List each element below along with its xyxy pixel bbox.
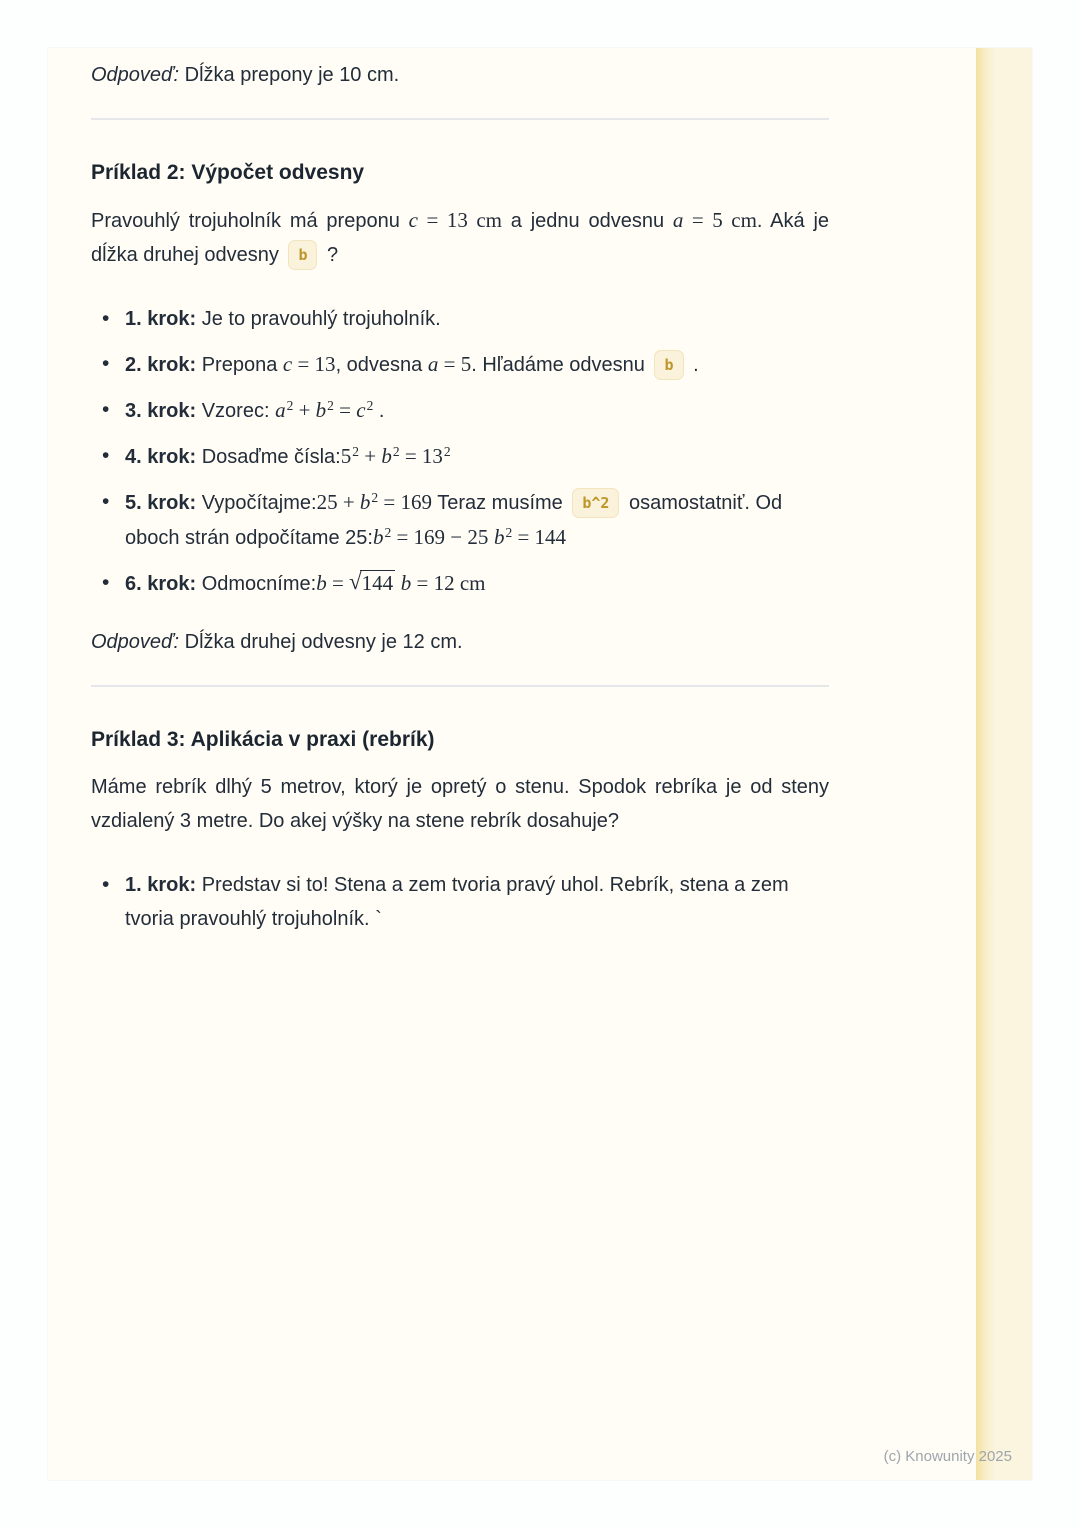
divider [91,685,829,687]
step-item: • 2. krok: Prepona c = 13, odvesna a = 5. Hľadáme odvesnu b . [91,347,829,382]
section2-steps-list [91,302,829,601]
page-content [91,48,829,936]
section3-steps-list [91,868,829,936]
inline-code-chip: b^2 [572,488,619,518]
math-expression: $b^2 = 169 - 25$ [372,525,489,549]
math-expression: $a^2 + b^2 = c^2$ [275,398,374,422]
step-item: • 1. krok: Predstav si to! Stena a zem tvoria pravý uhol. Rebrík, stena a zem tvoria pravouhlý trojuholník. ` [91,868,829,936]
math-expression: $5^2 + b^2 = 13^2$ [340,444,451,468]
answer-text-example2: Odpoveď: Dĺžka druhej odvesny je 12 cm. [91,631,463,653]
math-expression: a = 5 cm [672,208,757,232]
step-item: • 4. krok: Dosaďme $čísla:5^2 + b^2 = 13^2$ [91,439,829,474]
accent-strip [976,48,1032,1480]
document-page [48,48,1032,1480]
answer-text-example1: Odpoveď: Dĺžka prepony je 10 cm. [91,64,400,86]
inline-code-chip: b [654,350,683,380]
divider [91,118,829,120]
math-expression: $25 + b^2 = 169$ [316,490,433,514]
section3-heading: Príklad 3: Aplikácia v praxi (rebrík) [91,728,435,751]
section3-intro-paragraph: Máme rebrík dlhý 5 metrov, ktorý je opretý o stenu. Spodok rebríka je od steny vzdialený 3 metre. Do akej výšky na stene rebrík dosahuje? [91,776,829,832]
step-item: • 5. krok: Vypočítajme:25 + $b^2 = 169$ Teraz musíme b^2 osamostatniť. Od oboch strán odpočítame $25:b^2 = 169 - 25$ $b^2 = 144$ [91,485,829,555]
math-expression: $b^2 = 144$ [493,525,567,549]
math-expression: a = 5 [427,352,472,376]
page-footer: (c) Knowunity 2025 [883,1448,1012,1465]
step-item: • 1. krok: Je to pravouhlý trojuholník. [91,302,829,336]
math-expression: b = √144 [316,571,395,595]
inline-code-chip: b [288,240,317,270]
step-item: • 6. krok: Odmocníme:b = √144 b = 12 cm [91,566,829,601]
step-item: • 3. krok: Vzorec: $a^2 + b^2 = c^2$ . [91,393,829,428]
section2-heading: Príklad 2: Výpočet odvesny [91,161,365,184]
math-expression: c = 13 cm [408,208,502,232]
radical-sign: √ [349,569,362,594]
section2-intro-paragraph: Pravouhlý trojuholník má preponu c = 13 cm a jednu odvesnu a = 5 cm. Aká je dĺžka druhej odvesny b ? [91,203,829,272]
math-expression: c = 13 [282,352,336,376]
math-expression: b = 12 cm [400,571,486,595]
